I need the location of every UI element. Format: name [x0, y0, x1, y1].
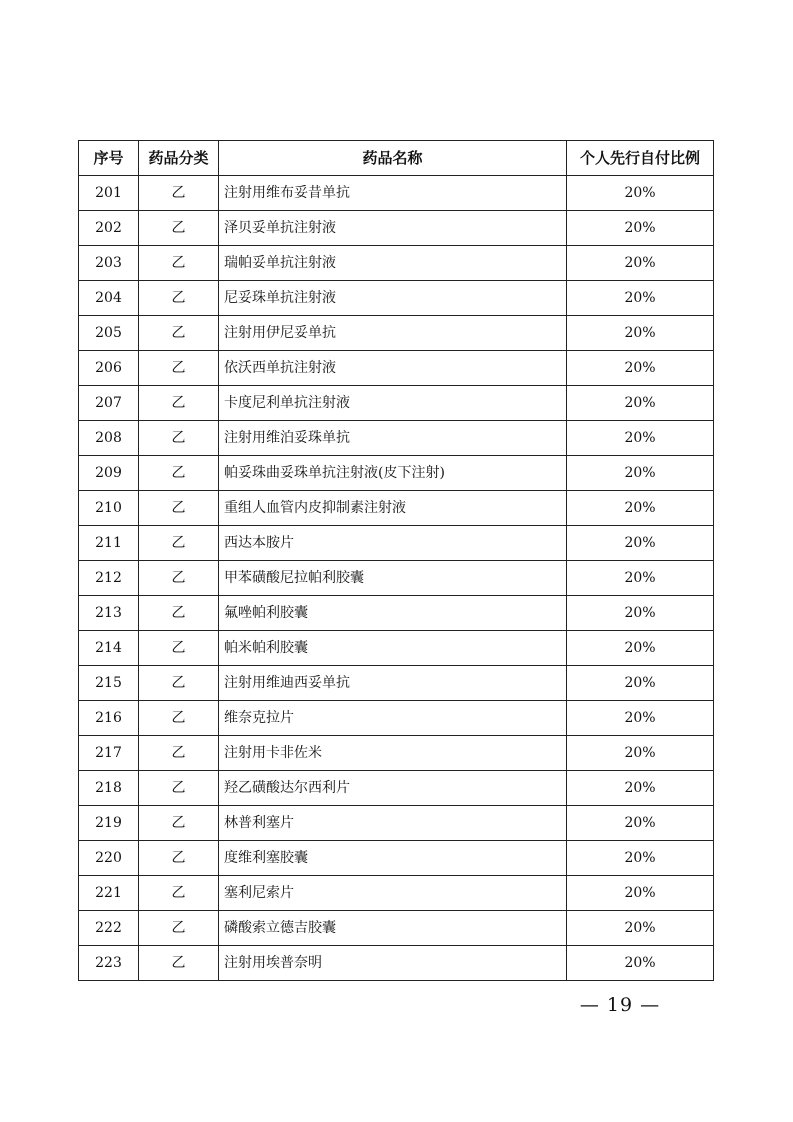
table-row — [79, 421, 714, 456]
table-row — [79, 386, 714, 421]
cell-drug-category: 乙 — [139, 911, 219, 946]
cell-drug-name: 磷酸索立德吉胶囊 — [219, 911, 567, 946]
cell-serial-number: 210 — [79, 491, 139, 526]
table-row — [79, 806, 714, 841]
cell-drug-category: 乙 — [139, 876, 219, 911]
cell-serial-number: 213 — [79, 596, 139, 631]
cell-drug-name: 注射用埃普奈明 — [219, 946, 567, 981]
table-row — [79, 281, 714, 316]
table-row — [79, 911, 714, 946]
cell-self-pay-ratio: 20% — [567, 281, 714, 316]
cell-drug-category: 乙 — [139, 491, 219, 526]
header-drug-category: 药品分类 — [139, 141, 219, 176]
cell-self-pay-ratio: 20% — [567, 561, 714, 596]
cell-drug-name: 重组人血管内皮抑制素注射液 — [219, 491, 567, 526]
cell-drug-name: 维奈克拉片 — [219, 701, 567, 736]
cell-self-pay-ratio: 20% — [567, 246, 714, 281]
table-row — [79, 456, 714, 491]
table-row — [79, 701, 714, 736]
cell-self-pay-ratio: 20% — [567, 771, 714, 806]
cell-self-pay-ratio: 20% — [567, 211, 714, 246]
cell-serial-number: 206 — [79, 351, 139, 386]
cell-drug-category: 乙 — [139, 176, 219, 211]
cell-drug-category: 乙 — [139, 841, 219, 876]
table-row — [79, 736, 714, 771]
drug-table — [78, 140, 714, 981]
cell-serial-number: 214 — [79, 631, 139, 666]
table-row — [79, 526, 714, 561]
cell-serial-number: 218 — [79, 771, 139, 806]
cell-drug-category: 乙 — [139, 351, 219, 386]
cell-self-pay-ratio: 20% — [567, 701, 714, 736]
cell-serial-number: 204 — [79, 281, 139, 316]
cell-drug-name: 帕妥珠曲妥珠单抗注射液(皮下注射) — [219, 456, 567, 491]
table-row — [79, 561, 714, 596]
cell-drug-name: 注射用伊尼妥单抗 — [219, 316, 567, 351]
cell-self-pay-ratio: 20% — [567, 456, 714, 491]
cell-drug-name: 甲苯磺酸尼拉帕利胶囊 — [219, 561, 567, 596]
cell-drug-category: 乙 — [139, 946, 219, 981]
cell-self-pay-ratio: 20% — [567, 596, 714, 631]
header-self-pay-ratio: 个人先行自付比例 — [567, 141, 714, 176]
cell-drug-name: 塞利尼索片 — [219, 876, 567, 911]
cell-serial-number: 217 — [79, 736, 139, 771]
cell-serial-number: 212 — [79, 561, 139, 596]
cell-drug-name: 氟唑帕利胶囊 — [219, 596, 567, 631]
cell-drug-category: 乙 — [139, 596, 219, 631]
cell-drug-name: 卡度尼利单抗注射液 — [219, 386, 567, 421]
table-row — [79, 491, 714, 526]
cell-serial-number: 221 — [79, 876, 139, 911]
header-serial-number: 序号 — [79, 141, 139, 176]
table-row — [79, 666, 714, 701]
cell-self-pay-ratio: 20% — [567, 806, 714, 841]
cell-self-pay-ratio: 20% — [567, 316, 714, 351]
cell-self-pay-ratio: 20% — [567, 911, 714, 946]
table-row — [79, 771, 714, 806]
cell-drug-category: 乙 — [139, 246, 219, 281]
table-row — [79, 176, 714, 211]
drug-list-page — [78, 140, 713, 981]
cell-drug-category: 乙 — [139, 281, 219, 316]
cell-drug-category: 乙 — [139, 771, 219, 806]
cell-drug-name: 尼妥珠单抗注射液 — [219, 281, 567, 316]
cell-serial-number: 205 — [79, 316, 139, 351]
table-row — [79, 316, 714, 351]
cell-serial-number: 208 — [79, 421, 139, 456]
cell-self-pay-ratio: 20% — [567, 841, 714, 876]
cell-serial-number: 220 — [79, 841, 139, 876]
cell-self-pay-ratio: 20% — [567, 946, 714, 981]
cell-drug-name: 度维利塞胶囊 — [219, 841, 567, 876]
cell-drug-category: 乙 — [139, 421, 219, 456]
cell-serial-number: 216 — [79, 701, 139, 736]
cell-drug-category: 乙 — [139, 526, 219, 561]
cell-drug-category: 乙 — [139, 806, 219, 841]
cell-drug-name: 注射用卡非佐米 — [219, 736, 567, 771]
cell-drug-name: 注射用维迪西妥单抗 — [219, 666, 567, 701]
table-header-row — [79, 141, 714, 176]
cell-serial-number: 215 — [79, 666, 139, 701]
cell-drug-category: 乙 — [139, 736, 219, 771]
cell-drug-category: 乙 — [139, 666, 219, 701]
page-number: — 19 — — [579, 994, 661, 1016]
cell-drug-name: 西达本胺片 — [219, 526, 567, 561]
cell-serial-number: 222 — [79, 911, 139, 946]
table-row — [79, 631, 714, 666]
cell-drug-category: 乙 — [139, 211, 219, 246]
cell-drug-name: 泽贝妥单抗注射液 — [219, 211, 567, 246]
cell-self-pay-ratio: 20% — [567, 351, 714, 386]
cell-drug-category: 乙 — [139, 631, 219, 666]
table-row — [79, 211, 714, 246]
cell-self-pay-ratio: 20% — [567, 876, 714, 911]
cell-drug-category: 乙 — [139, 456, 219, 491]
cell-drug-name: 注射用维布妥昔单抗 — [219, 176, 567, 211]
cell-serial-number: 201 — [79, 176, 139, 211]
cell-self-pay-ratio: 20% — [567, 491, 714, 526]
table-row — [79, 876, 714, 911]
cell-serial-number: 203 — [79, 246, 139, 281]
table-body — [79, 176, 714, 981]
cell-drug-category: 乙 — [139, 701, 219, 736]
cell-self-pay-ratio: 20% — [567, 666, 714, 701]
table-row — [79, 246, 714, 281]
cell-serial-number: 219 — [79, 806, 139, 841]
table-row — [79, 596, 714, 631]
cell-drug-name: 瑞帕妥单抗注射液 — [219, 246, 567, 281]
cell-serial-number: 223 — [79, 946, 139, 981]
cell-drug-category: 乙 — [139, 561, 219, 596]
cell-serial-number: 209 — [79, 456, 139, 491]
cell-drug-name: 林普利塞片 — [219, 806, 567, 841]
cell-drug-name: 帕米帕利胶囊 — [219, 631, 567, 666]
cell-drug-category: 乙 — [139, 386, 219, 421]
cell-self-pay-ratio: 20% — [567, 631, 714, 666]
cell-drug-name: 注射用维泊妥珠单抗 — [219, 421, 567, 456]
header-drug-name: 药品名称 — [219, 141, 567, 176]
cell-self-pay-ratio: 20% — [567, 736, 714, 771]
cell-drug-category: 乙 — [139, 316, 219, 351]
cell-self-pay-ratio: 20% — [567, 386, 714, 421]
cell-drug-name: 羟乙磺酸达尔西利片 — [219, 771, 567, 806]
cell-self-pay-ratio: 20% — [567, 526, 714, 561]
cell-self-pay-ratio: 20% — [567, 176, 714, 211]
cell-drug-name: 依沃西单抗注射液 — [219, 351, 567, 386]
table-row — [79, 841, 714, 876]
cell-serial-number: 202 — [79, 211, 139, 246]
cell-self-pay-ratio: 20% — [567, 421, 714, 456]
cell-serial-number: 211 — [79, 526, 139, 561]
table-row — [79, 351, 714, 386]
cell-serial-number: 207 — [79, 386, 139, 421]
table-row — [79, 946, 714, 981]
